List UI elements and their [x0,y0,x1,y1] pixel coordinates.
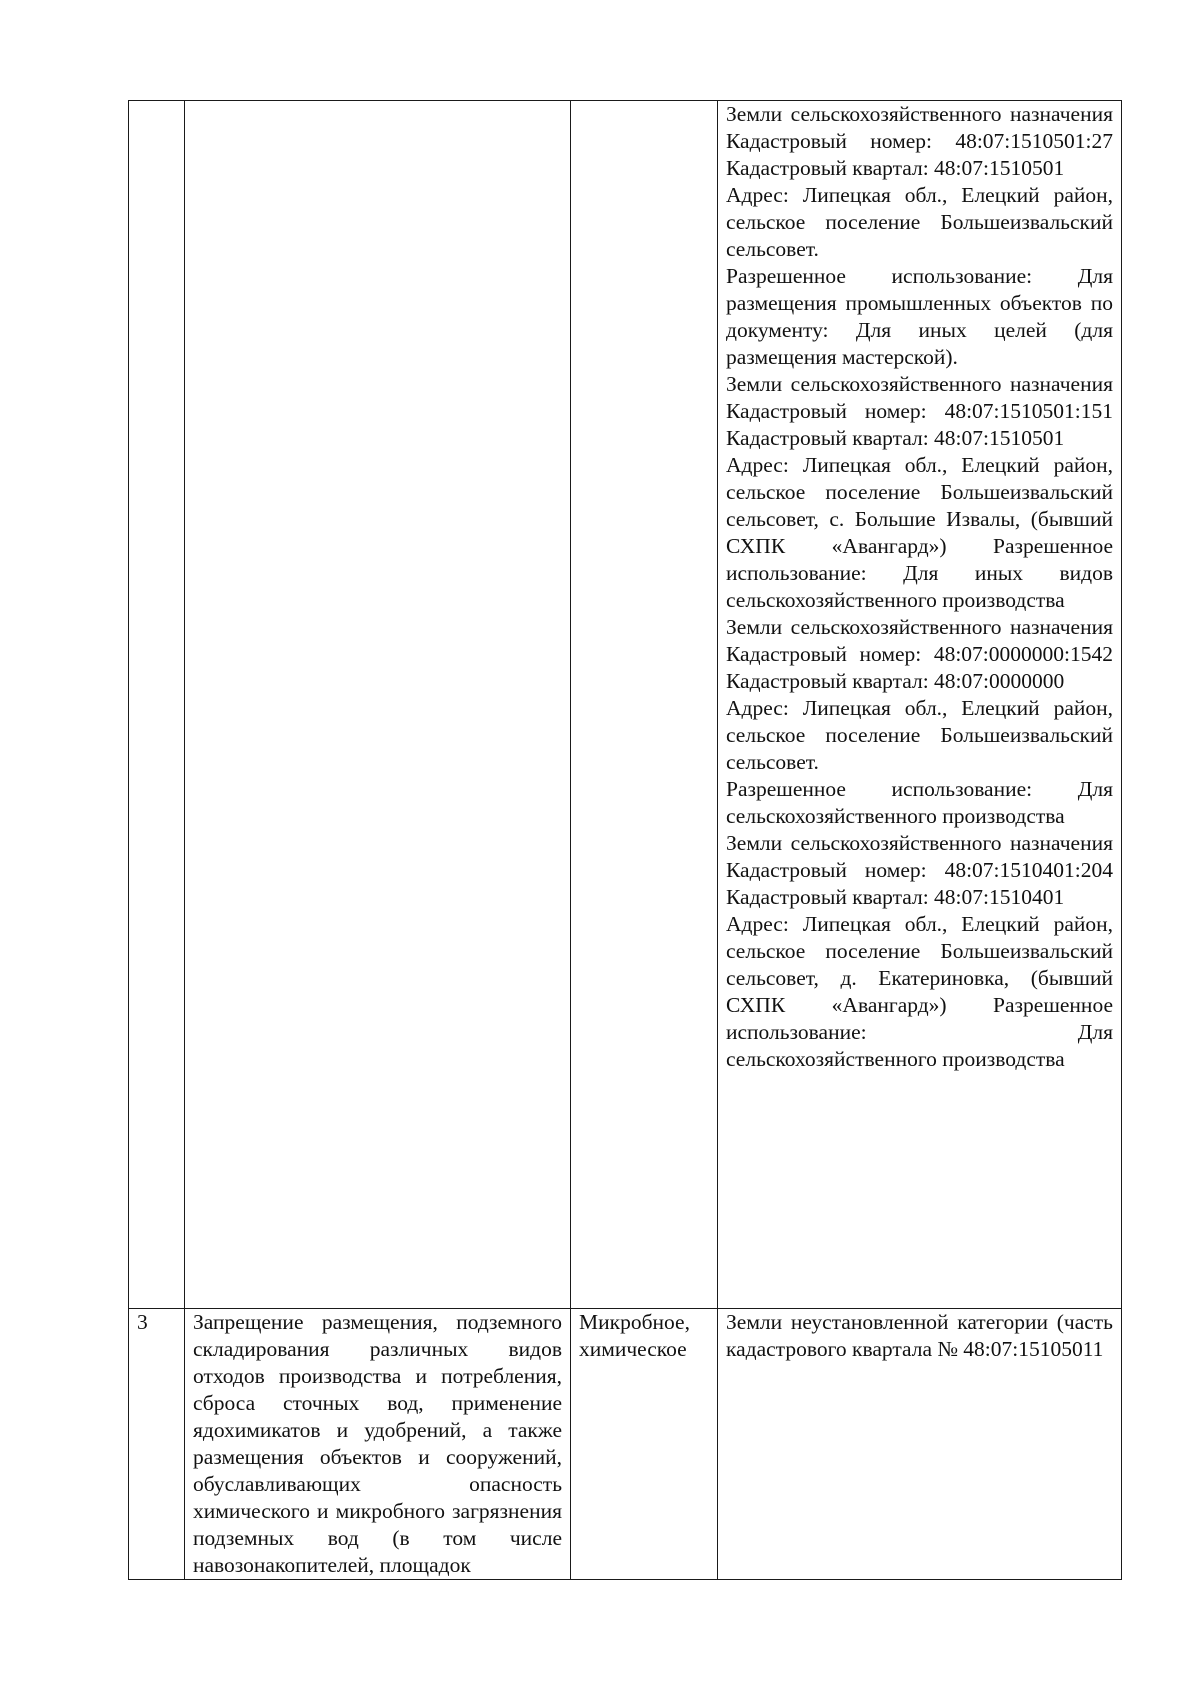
row-number-cell [129,101,185,1309]
land-paragraph: Адрес: Липецкая обл., Елецкий район, сельское поселение Большеизвальский сельсовет. [726,183,1113,261]
zone-restrictions-table [128,100,1122,1580]
table-row [129,1309,1122,1580]
pollution-type-cell [571,101,718,1309]
land-paragraph: Земли сельскохозяйственного назначения Кадастровый номер: 48:07:1510501:27 Кадастровый квартал: 48:07:1510501 [726,102,1113,180]
land-paragraph: Адрес: Липецкая обл., Елецкий район, сельское поселение Большеизвальский сельсовет, с. Большие Извалы, (бывший СХПК «Авангард») Разрешенное использование: Для иных видов сельскохозяйственного производства [726,453,1113,612]
land-paragraph: Адрес: Липецкая обл., Елецкий район, сельское поселение Большеизвальский сельсовет, д. Екатериновка, (бывший СХПК «Авангард») Разрешенное использование: Для сельскохозяйственного производства [726,912,1113,1071]
land-paragraph: Земли сельскохозяйственного назначения Кадастровый номер: 48:07:0000000:1542 Кадастровый квартал: 48:07:0000000 [726,615,1113,693]
land-paragraph: Адрес: Липецкая обл., Елецкий район, сельское поселение Большеизвальский сельсовет. [726,696,1113,774]
land-paragraph: Земли неустановленной категории (часть кадастрового квартала № 48:07:15105011 [726,1310,1113,1361]
land-paragraph: Земли сельскохозяйственного назначения Кадастровый номер: 48:07:1510401:204 Кадастровый квартал: 48:07:1510401 [726,831,1113,909]
pollution-type-cell [571,1309,718,1580]
row-number: 3 [137,1310,148,1334]
land-paragraph: Разрешенное использование: Для сельскохозяйственного производства [726,777,1113,828]
table-row [129,101,1122,1309]
restriction-cell [185,101,571,1309]
land-paragraph: Земли сельскохозяйственного назначения Кадастровый номер: 48:07:1510501:151 Кадастровый квартал: 48:07:1510501 [726,372,1113,450]
restriction-cell [185,1309,571,1580]
land-description-cell [718,1309,1122,1580]
restriction-text: Запрещение размещения, подземного складирования различных видов отходов производства и потребления, сброса сточных вод, применение ядохимикатов и удобрений, а также размещения объектов и сооружений, обуславливающих опасность химического и микробного загрязнения подземных вод (в том числе навозонакопителей, площадок [193,1310,562,1577]
land-description-cell [718,101,1122,1309]
pollution-type-text: Микробное, химическое [579,1310,690,1361]
row-number-cell [129,1309,185,1580]
land-paragraph: Разрешенное использование: Для размещения промышленных объектов по документу: Для иных целей (для размещения мастерской). [726,264,1113,369]
